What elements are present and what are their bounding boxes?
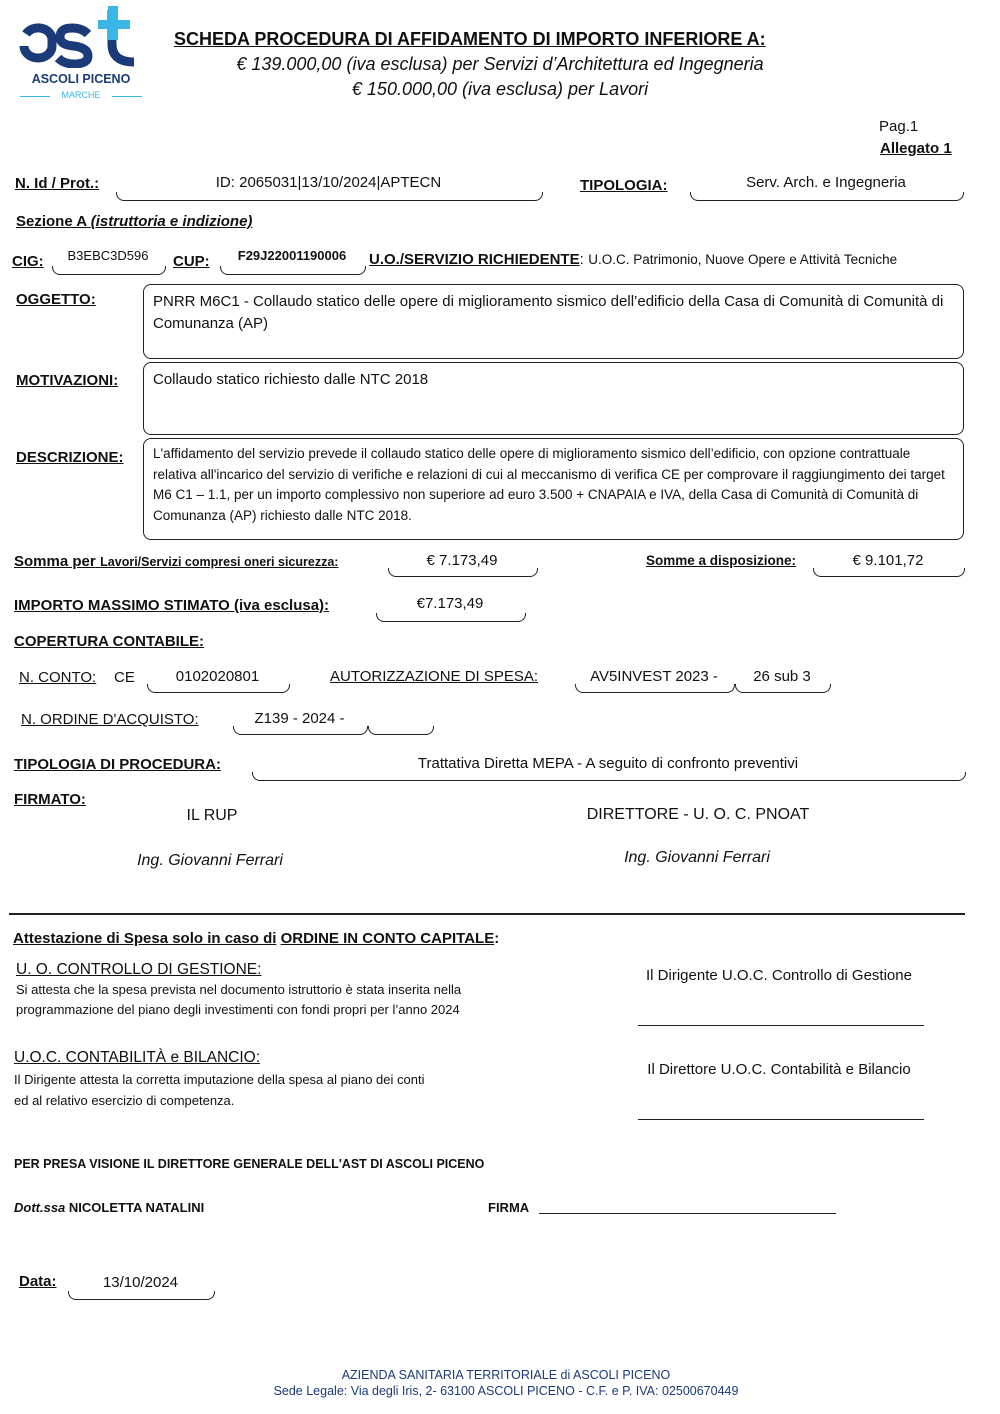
firma-label: FIRMA — [488, 1200, 530, 1215]
procedura-label: TIPOLOGIA DI PROCEDURA: — [14, 756, 221, 773]
oggetto-box[interactable]: PNRR M6C1 - Collaudo statico delle opere di miglioramento sismico dell’edificio della Casa di Comunità di Comunità di Comunanza (AP) — [143, 284, 964, 359]
data-label: Data: — [19, 1273, 57, 1290]
tipologia-field[interactable] — [690, 192, 964, 201]
firma-signature-line[interactable] — [539, 1213, 836, 1214]
controllo-text-1: Si attesta che la spesa prevista nel documento istruttorio è stata inserita nella — [16, 982, 462, 997]
autorizzazione-label: AUTORIZZAZIONE DI SPESA: — [330, 668, 539, 685]
contabilita-text-1: Il Dirigente attesta la corretta imputazione della spesa al piano dei conti — [14, 1072, 425, 1087]
motivazioni-box[interactable]: Collaudo statico richiesto dalle NTC 2018 — [143, 362, 964, 435]
cup-value[interactable]: F29J22001190006 — [237, 248, 347, 263]
servizio-label: U.O./SERVIZIO RICHIEDENTE — [369, 251, 580, 268]
cig-field[interactable] — [52, 266, 166, 275]
data-field[interactable] — [68, 1291, 215, 1300]
footer-org: AZIENDA SANITARIA TERRITORIALE di ASCOLI PICENO — [341, 1368, 671, 1382]
footer-address: Sede Legale: Via degli Iris, 2- 63100 ASCOLI PICENO - C.F. e P. IVA: 02500670449 — [273, 1384, 739, 1398]
importo-field[interactable] — [376, 613, 526, 622]
somme-disposizione-field[interactable] — [813, 568, 965, 577]
cig-label: CIG: — [12, 253, 44, 270]
autorizzazione-value-2[interactable]: 26 sub 3 — [753, 668, 811, 685]
oggetto-label: OGGETTO: — [16, 291, 96, 308]
threshold-services: € 139.000,00 (iva esclusa) per Servizi d’Architettura ed Ingegneria — [236, 54, 764, 74]
id-value[interactable]: ID: 2065031|13/10/2024|APTECN — [215, 174, 442, 191]
direttore-prefix: Dott.ssa — [14, 1200, 66, 1215]
ordine-field[interactable] — [233, 726, 368, 735]
autorizzazione-field-1[interactable] — [575, 684, 735, 693]
somma-lavori-label — [14, 553, 338, 571]
tipologia-value[interactable]: Serv. Arch. e Ingegneria — [746, 174, 906, 191]
conto-field[interactable] — [147, 684, 290, 693]
controllo-signer: Il Dirigente U.O.C. Controllo di Gestione — [646, 967, 912, 984]
autorizzazione-value-1[interactable]: AV5INVEST 2023 - — [590, 668, 718, 685]
procedura-value[interactable]: Trattativa Diretta MEPA - A seguito di confronto preventivi — [417, 755, 799, 772]
autorizzazione-field-2[interactable] — [735, 684, 831, 693]
procedura-field[interactable] — [252, 772, 966, 781]
somme-disposizione-label: Somme a disposizione: — [646, 553, 797, 568]
logo — [16, 6, 146, 106]
motivazioni-label: MOTIVAZIONI: — [16, 372, 119, 389]
threshold-works: € 150.000,00 (iva esclusa) per Lavori — [351, 79, 649, 99]
contabilita-title: U.O.C. CONTABILITÀ e BILANCIO: — [14, 1049, 261, 1066]
conto-label: N. CONTO: — [19, 669, 97, 686]
ast-logo-mark — [16, 6, 146, 68]
firmato-label: FIRMATO: — [14, 791, 86, 808]
servizio-row: U.O./SERVIZIO RICHIEDENTE: U.O.C. Patrimonio, Nuove Opere e Attività Tecniche — [369, 251, 898, 268]
ordine-field-2[interactable] — [368, 726, 434, 735]
direttore-role: DIRETTORE - U. O. C. PNOAT — [586, 806, 810, 823]
direttore-generale-signer — [14, 1200, 204, 1215]
rup-role: IL RUP — [186, 807, 238, 824]
rup-name: Ing. Giovanni Ferrari — [137, 852, 283, 869]
direttore-generale-title: PER PRESA VISIONE IL DIRETTORE GENERALE DELL'AST DI ASCOLI PICENO — [14, 1157, 485, 1171]
somma-label-a: Somma per — [14, 553, 96, 570]
attestazione-title — [13, 930, 499, 947]
conto-prefix: CE — [114, 669, 135, 686]
servizio-value: U.O.C. Patrimonio, Nuove Opere e Attività Tecniche — [588, 252, 898, 267]
contabilita-signer: Il Direttore U.O.C. Contabilità e Bilancio — [647, 1061, 911, 1078]
cig-value[interactable]: B3EBC3D596 — [67, 248, 149, 263]
tipologia-label: TIPOLOGIA: — [580, 177, 668, 194]
somma-label-b: Lavori/Servizi compresi oneri sicurezza: — [100, 555, 339, 569]
controllo-title: U. O. CONTROLLO DI GESTIONE: — [16, 961, 262, 978]
cup-label: CUP: — [173, 253, 210, 270]
section-a-label: Sezione A — [16, 213, 87, 230]
contabilita-signature-line[interactable] — [638, 1119, 924, 1120]
attestazione-title-b: ORDINE IN CONTO CAPITALE — [280, 930, 495, 947]
allegato-label: Allegato 1 — [880, 140, 952, 157]
logo-name: ASCOLI PICENO — [31, 72, 131, 86]
controllo-text-2: programmazione del piano degli investimenti con fondi propri per l’anno 2024 — [16, 1002, 460, 1017]
somme-disposizione-value[interactable]: € 9.101,72 — [852, 552, 924, 569]
ordine-label: N. ORDINE D'ACQUISTO: — [21, 711, 199, 728]
page-title: SCHEDA PROCEDURA DI AFFIDAMENTO DI IMPORTO INFERIORE A: — [174, 29, 766, 49]
logo-rule — [112, 96, 142, 97]
direttore-name: Ing. Giovanni Ferrari — [624, 849, 770, 866]
attestazione-title-c: : — [494, 930, 500, 947]
section-a-heading — [16, 213, 252, 230]
descrizione-box[interactable]: L'affidamento del servizio prevede il collaudo statico delle opere di miglioramento sismico dell’edificio, con opzione contrattuale relativa all'incarico del servizio di verifiche e relazioni di cui al meccanismo di verifica CE per comprovare il raggiungimento dei target M6 C1 – 1.1, per un importo complessivo non superiore ad euro 3.500 + CNAPAIA e IVA, della Casa di Comunità di Comunità di Comunanza (AP) richiesto dalle NTC 2018. — [143, 438, 964, 540]
cup-field[interactable] — [220, 266, 366, 275]
attestazione-title-a: Attestazione di Spesa solo in caso di — [13, 930, 277, 947]
copertura-label: COPERTURA CONTABILE: — [14, 633, 204, 650]
id-label: N. Id / Prot.: — [15, 175, 100, 192]
ordine-value[interactable]: Z139 - 2024 - — [254, 710, 345, 727]
controllo-signature-line[interactable] — [638, 1025, 924, 1026]
importo-label: IMPORTO MASSIMO STIMATO (iva esclusa): — [14, 597, 330, 614]
contabilita-text-2: ed al relativo esercizio di competenza. — [14, 1093, 235, 1108]
logo-region: MARCHE — [61, 90, 101, 100]
conto-value[interactable]: 0102020801 — [175, 668, 260, 685]
importo-value[interactable]: €7.173,49 — [416, 595, 484, 612]
descrizione-label: DESCRIZIONE: — [16, 449, 124, 466]
section-a-sub: (istruttoria e indizione) — [90, 213, 253, 230]
page-number: Pag.1 — [879, 118, 919, 135]
section-divider — [9, 913, 965, 915]
data-value[interactable]: 13/10/2024 — [102, 1274, 179, 1291]
id-field[interactable] — [116, 192, 543, 201]
direttore-name: NICOLETTA NATALINI — [68, 1200, 205, 1215]
somma-lavori-value[interactable]: € 7.173,49 — [426, 552, 498, 569]
somma-lavori-field[interactable] — [388, 568, 538, 577]
